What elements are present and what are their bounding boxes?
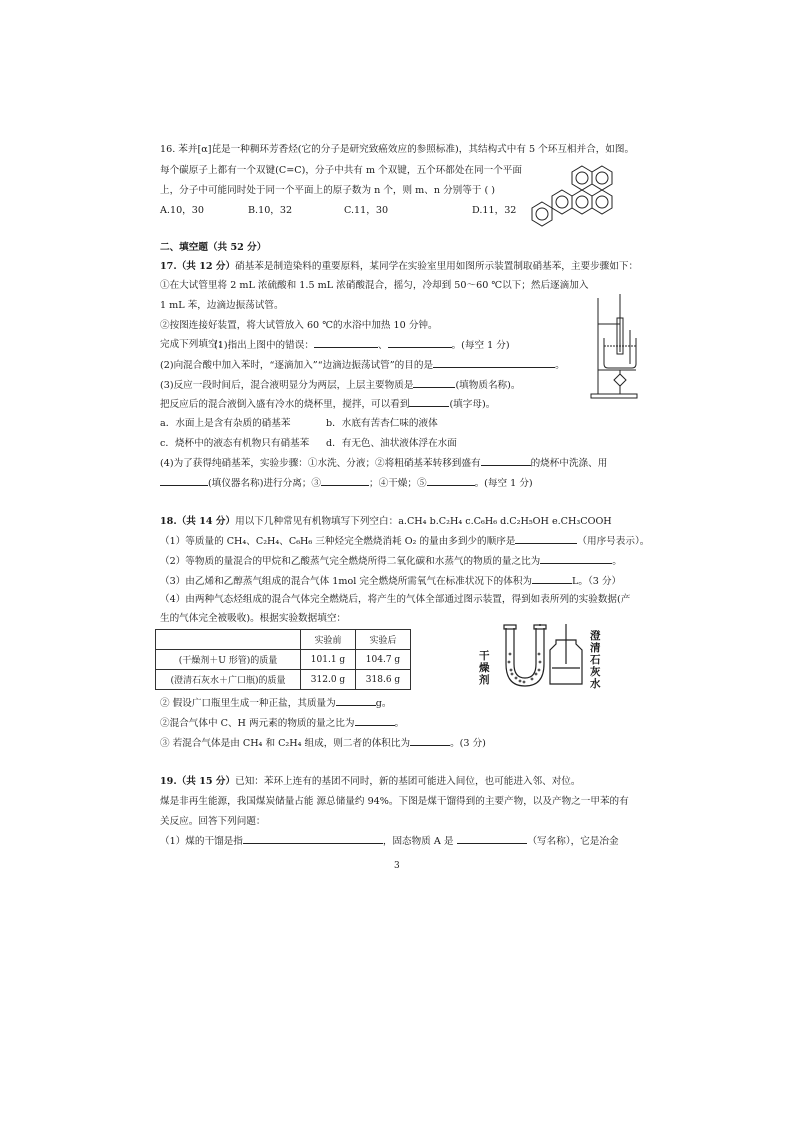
q18-sub2-end: 。 <box>394 718 405 729</box>
q17-part1-text: (1)指出上图中的错误： <box>214 340 314 351</box>
q18-intro-line <box>160 515 612 528</box>
q18-part4b: 生的气体完全被吸收)。根据实验数据填空： <box>160 613 347 624</box>
answer-blank[interactable] <box>243 834 383 844</box>
answer-blank[interactable] <box>413 378 455 388</box>
q19-line2: 煤是非再生能源，我国煤炭储量占能 源总储量约 94%。下图是煤干馏得到的主要产物，以及产物之一甲苯的有 <box>160 796 629 807</box>
answer-blank[interactable] <box>355 716 395 726</box>
answer-blank[interactable] <box>336 696 376 706</box>
q17-option-c: c．烧杯中的液态有机物只有硝基苯 <box>160 438 310 449</box>
q17-part3 <box>160 378 521 392</box>
q18-part3-text: （3）由乙烯和乙醇蒸气组成的混合气体 1mol 完全燃烧所需氧气在标准状况下的体积为 <box>160 576 533 587</box>
table-cell: (干燥剂＋U 形管)的质量 <box>156 650 301 670</box>
answer-blank[interactable] <box>457 834 527 844</box>
q16-line1: 16. 苯并[α]芘是一种稠环芳香烃(它的分子是研究致癌效应的参照标准)，其结构式中有 5 个环互相并合，如图。 <box>160 144 635 155</box>
q18-sub1-end: g。 <box>375 698 392 709</box>
q16-option-c: C.11，30 <box>344 205 389 216</box>
q18-sub3-end: 。(3 分) <box>450 738 486 749</box>
q19-part1 <box>160 834 619 848</box>
q17-part4-text2: 的烧杯中洗涤、用 <box>530 458 608 469</box>
benzopyrene-structure-diagram <box>522 158 642 236</box>
q17-option-a: a．水面上是含有杂质的硝基苯 <box>160 418 291 429</box>
q18-part3-end: L。（3 分） <box>572 576 622 587</box>
data-table <box>155 629 411 690</box>
q16-option-d: D.11，32 <box>472 205 517 216</box>
q17-part2-end: 。 <box>555 360 565 371</box>
q16-line3: 上，分子中可能同时处于同一个平面上的原子数为 n 个，则 m、n 分别等于 ( ) <box>160 185 496 196</box>
q18-part4a: （4）由两种气态烃组成的混合气体完全燃烧后，将产生的气体全部通过图示装置，得到如表所列的实验数据(产 <box>160 594 631 605</box>
q16-option-a: A.10，30 <box>160 205 204 216</box>
q18-sub2-text: ②混合气体中 C、H 两元素的物质的量之比为 <box>160 718 355 729</box>
q19-header: 19.（共 15 分） <box>160 776 236 787</box>
q18-sub1 <box>160 696 392 710</box>
q17-intro: 硝基苯是制造染料的重要原料，某同学在实验室里用如图所示装置制取硝基苯，主要步骤如下： <box>235 261 639 272</box>
q17-part3-end: (填物质名称)。 <box>455 380 521 391</box>
q19-intro: 已知：苯环上连有的基团不同时，新的基团可能进入间位，也可能进入邻、对位。 <box>235 776 581 787</box>
label-limewater: 澄 清 石 灰 水 <box>590 630 601 690</box>
q17-step1a: ①在大试管里将 2 mL 浓硫酸和 1.5 mL 浓硝酸混合，摇匀，冷却到 50～60 ℃以下；然后逐滴加入 <box>160 280 589 291</box>
q18-part1-end: （用序号表示）。 <box>577 536 650 547</box>
q17-part4-line1 <box>160 456 607 470</box>
q18-sub3 <box>160 736 486 750</box>
answer-blank[interactable] <box>532 574 572 584</box>
q17-part2 <box>160 358 565 372</box>
q17-part3c <box>160 397 495 411</box>
q17-part4-text4: ；④干燥；⑤ <box>369 478 427 489</box>
q18-sub2 <box>160 716 404 730</box>
q18-sub3-text: ③ 若混合气体是由 CH₄ 和 C₂H₄ 组成，则二者的体积比为 <box>160 738 411 749</box>
q17-part2-text: (2)向混合酸中加入苯时，“逐滴加入”“边滴边振荡试管”的目的是 <box>160 360 434 371</box>
table-cell: 312.0 g <box>301 670 356 690</box>
q17-option-b: b．水底有苦杏仁味的液体 <box>326 418 438 429</box>
q17-part3c-end: (填字母)。 <box>449 399 496 410</box>
q19-intro-line <box>160 775 580 788</box>
table-header-row <box>156 630 411 650</box>
q17-part1-sep: 、 <box>377 340 388 351</box>
q18-part2-text: （2）等物质的量混合的甲烷和乙酸蒸气完全燃烧所得二氧化碳和水蒸气的物质的量之比为 <box>160 556 541 567</box>
answer-blank[interactable] <box>515 534 577 544</box>
q19-part1-end: （写名称），它是冶金 <box>527 836 619 847</box>
answer-blank[interactable] <box>314 338 378 348</box>
answer-blank[interactable] <box>481 456 531 466</box>
q18-part3 <box>160 574 621 588</box>
answer-blank[interactable] <box>427 476 475 486</box>
q19-line3: 关反应。回答下列问题： <box>160 816 266 827</box>
table-header-cell: 实验后 <box>356 630 411 650</box>
q18-header: 18.（共 14 分） <box>160 516 236 527</box>
q18-part2-end: 。 <box>612 556 622 567</box>
answer-blank[interactable] <box>321 476 369 486</box>
table-header-cell <box>156 630 301 650</box>
q17-step2: ②按图连接好装置，将大试管放入 60 ℃的水浴中加热 10 分钟。 <box>160 320 438 331</box>
q17-part4-text: (4)为了获得纯硝基苯，实验步骤：①水洗、分液；②将粗硝基苯转移到盛有 <box>160 458 481 469</box>
q19-part1-text: （1）煤的干馏是指 <box>160 836 243 847</box>
q18-intro: 用以下几种常见有机物填写下列空白：a.CH₄ b.C₂H₄ c.C₆H₆ d.C₂H₅OH e.CH₃COOH <box>235 516 612 527</box>
q17-part3-text: (3)反应一段时间后，混合液明显分为两层，上层主要物质是 <box>160 380 414 391</box>
table-cell: (澄清石灰水＋广口瓶)的质量 <box>156 670 301 690</box>
q16-option-b: B.10，32 <box>248 205 293 216</box>
q17-part4-text3: (填仪器名称)进行分离；③ <box>208 478 322 489</box>
answer-blank[interactable] <box>160 476 208 486</box>
section-title: 二、填空题（共 52 分） <box>160 242 267 253</box>
table-row <box>156 670 411 690</box>
label-desiccant: 干 燥 剂 <box>479 650 490 686</box>
nitration-apparatus-diagram <box>590 294 640 404</box>
page-number: 3 <box>394 861 400 871</box>
q18-sub1-text: ② 假设广口瓶里生成一种正盐，其质量为 <box>160 698 336 709</box>
q17-part4-line2 <box>160 476 533 490</box>
q17-step1b: 1 mL 苯，边滴边振荡试管。 <box>160 300 284 311</box>
table-row <box>156 650 411 670</box>
q17-intro-line <box>160 260 638 273</box>
q17-part1 <box>214 338 510 352</box>
answer-blank[interactable] <box>409 397 449 407</box>
q17-option-d: d．有无色、油状液体浮在水面 <box>326 438 457 449</box>
q19-part1-text2: ，固态物质 A 是 <box>382 836 454 847</box>
q18-part1 <box>160 534 649 548</box>
table-cell: 101.1 g <box>301 650 356 670</box>
answer-blank[interactable] <box>410 736 450 746</box>
table-cell: 104.7 g <box>356 650 411 670</box>
q18-part1-text: （1）等质量的 CH₄、C₂H₄、C₆H₆ 三种烃完全燃烧消耗 O₂ 的量由多到少的顺序是 <box>160 536 516 547</box>
q17-header: 17.（共 12 分） <box>160 261 236 272</box>
q18-part2 <box>160 554 622 568</box>
q17-part1-end: 。(每空 1 分) <box>451 340 510 351</box>
q17-part3c-text: 把反应后的混合液倒入盛有冷水的烧杯里，搅拌，可以看到 <box>160 399 410 410</box>
q17-fill: 完成下列填空： <box>160 339 228 350</box>
q17-part4-end: 。(每空 1 分) <box>474 478 533 489</box>
q16-line2: 每个碳原子上都有一个双键(C=C)，分子中共有 m 个双键，五个环都处在同一个平面 <box>160 165 522 176</box>
answer-blank[interactable] <box>433 358 555 368</box>
table-cell: 318.6 g <box>356 670 411 690</box>
table-header-cell: 实验前 <box>301 630 356 650</box>
answer-blank[interactable] <box>388 338 452 348</box>
answer-blank[interactable] <box>540 554 612 564</box>
